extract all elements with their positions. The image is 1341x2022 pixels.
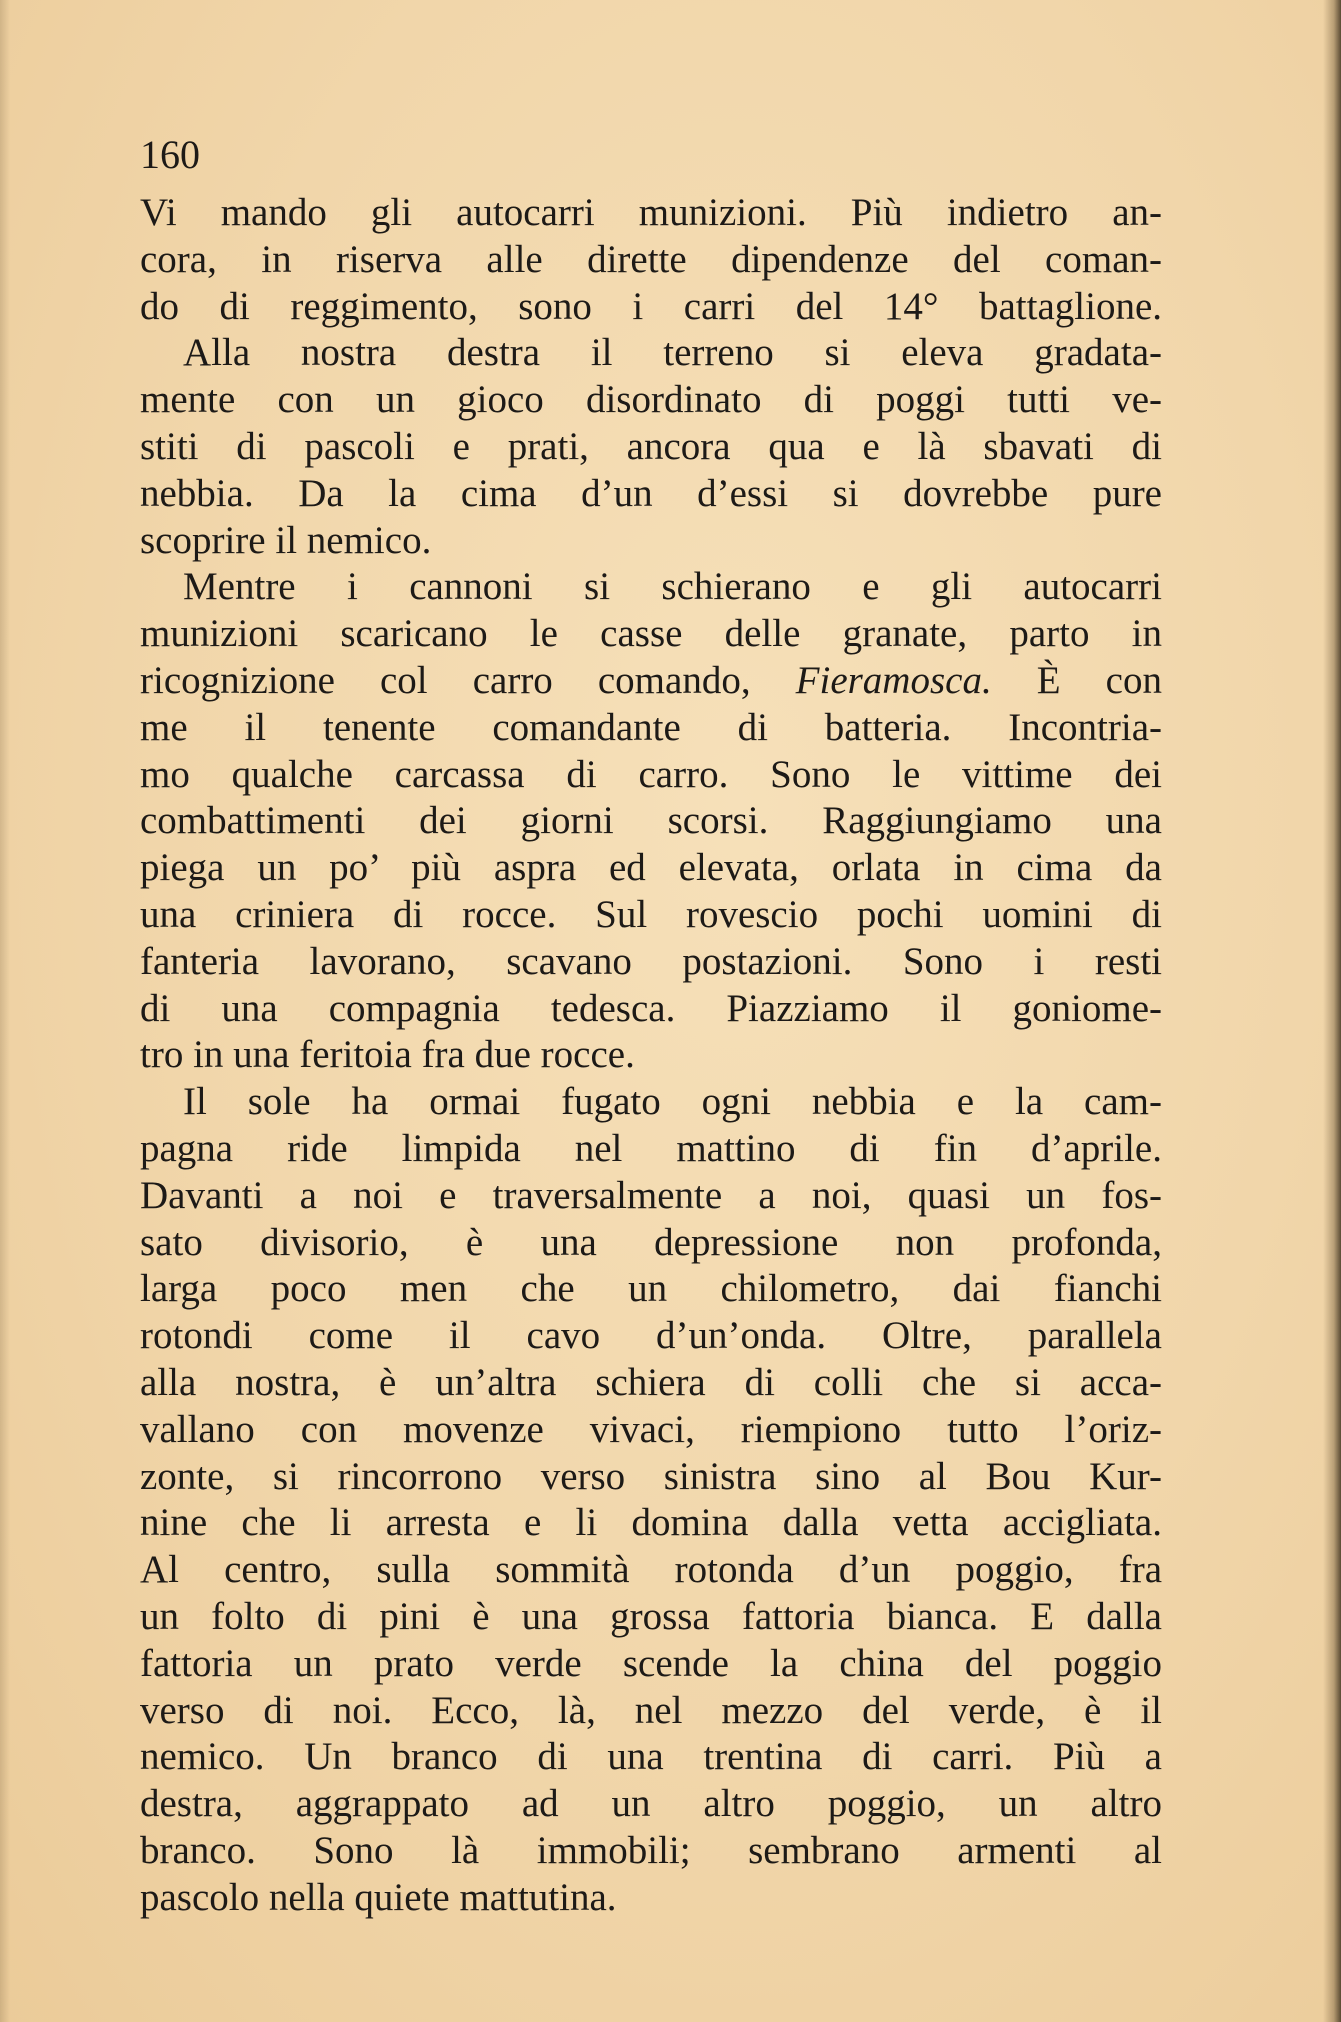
text-line: scoprire il nemico. — [140, 518, 432, 562]
text-line: Mentre i cannoni si schierano e gli autocarri — [183, 565, 1162, 609]
text-line: stiti di pascoli e prati, ancora qua e là sbavati di — [140, 424, 1162, 468]
text-line: fanteria lavorano, scavano postazioni. Sono i resti — [140, 939, 1162, 983]
text-line: verso di noi. Ecco, là, nel mezzo del verde, è il — [140, 1688, 1162, 1732]
text-line: larga poco men che un chilometro, dai fianchi — [140, 1267, 1162, 1311]
text-line: Davanti a noi e traversalmente a noi, quasi un fos- — [140, 1173, 1162, 1217]
text-line: mo qualche carcassa di carro. Sono le vittime dei — [140, 752, 1162, 796]
body-text — [140, 190, 1162, 1921]
text-line: pagna ride limpida nel mattino di fin d’aprile. — [140, 1126, 1162, 1170]
text-line: Alla nostra destra il terreno si eleva gradata- — [183, 331, 1162, 375]
text-line: nebbia. Da la cima d’un d’essi si dovrebbe pure — [140, 471, 1162, 515]
text-line: mente con un gioco disordinato di poggi tutti ve- — [140, 378, 1162, 422]
text-line: tro in una feritoia fra due rocce. — [140, 1033, 635, 1077]
spine-shadow — [1323, 0, 1341, 2022]
italic-name: Fieramosca. — [795, 658, 992, 702]
text-segment: È con — [991, 658, 1162, 702]
text-line: di una compagnia tedesca. Piazziamo il goniome- — [140, 986, 1162, 1030]
text-line: Al centro, sulla sommità rotonda d’un poggio, fra — [140, 1548, 1162, 1592]
text-line: cora, in riserva alle dirette dipendenze del coman- — [140, 237, 1162, 281]
text-line: zonte, si rincorrono verso sinistra sino al Bou Kur- — [140, 1454, 1162, 1498]
page-edge-shadow — [0, 0, 10, 2022]
text-line: un folto di pini è una grossa fattoria bianca. E dalla — [140, 1594, 1162, 1638]
text-segment: ricognizione col carro comando, — [140, 658, 796, 702]
text-line: Il sole ha ormai fugato ogni nebbia e la cam- — [183, 1080, 1162, 1124]
text-line: sato divisorio, è una depressione non profonda, — [140, 1220, 1162, 1264]
text-line: alla nostra, è un’altra schiera di colli che si acca- — [140, 1360, 1162, 1404]
text-line: rotondi come il cavo d’un’onda. Oltre, parallela — [140, 1314, 1162, 1358]
text-line: vallano con movenze vivaci, riempiono tutto l’oriz- — [140, 1407, 1162, 1451]
text-line: branco. Sono là immobili; sembrano armenti al — [140, 1828, 1162, 1872]
text-line: nine che li arresta e li domina dalla vetta accigliata. — [140, 1501, 1162, 1545]
text-line: munizioni scaricano le casse delle granate, parto in — [140, 612, 1162, 656]
text-line: nemico. Un branco di una trentina di carri. Più a — [140, 1735, 1162, 1779]
text-line: me il tenente comandante di batteria. Incontria- — [140, 705, 1162, 749]
text-line: do di reggimento, sono i carri del 14° battaglione. — [140, 284, 1162, 328]
text-line: piega un po’ più aspra ed elevata, orlata in cima da — [140, 846, 1162, 890]
text-line: combattimenti dei giorni scorsi. Raggiungiamo una — [140, 799, 1162, 843]
text-line — [140, 658, 1162, 705]
text-line: una criniera di rocce. Sul rovescio pochi uomini di — [140, 892, 1162, 936]
text-line: pascolo nella quiete mattutina. — [140, 1875, 617, 1919]
text-line: Vi mando gli autocarri munizioni. Più indietro an- — [140, 191, 1162, 234]
text-line: fattoria un prato verde scende la china del poggio — [140, 1641, 1162, 1685]
page-number: 160 — [140, 132, 200, 177]
text-line: destra, aggrappato ad un altro poggio, un altro — [140, 1782, 1162, 1826]
